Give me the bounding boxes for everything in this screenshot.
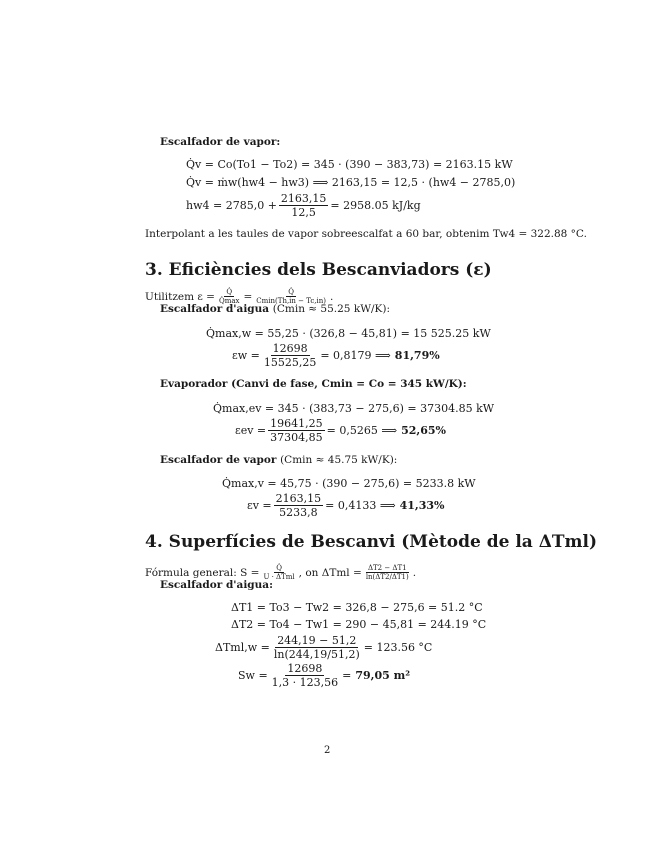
hw4-result: = 2958.05 kJ/kg (330, 199, 421, 212)
equation-middle: = 0,4133 ⟹ (325, 499, 396, 512)
fraction-denominator: Cmin(Th,in − Tc,in) (256, 297, 326, 305)
fraction-denominator: 1,3 · 123,56 (271, 676, 339, 689)
evap-effectiveness-equation (235, 417, 446, 444)
hw4-equation (186, 192, 421, 219)
equation-middle: = (342, 669, 352, 682)
surface-intro-mid: , on ΔTml = (298, 566, 362, 579)
page-number: 2 (324, 745, 331, 756)
vapor-heater-cmin-note: (Cmin ≈ 45.75 kW/K): (280, 454, 398, 466)
water-heater-heading (160, 303, 390, 315)
fraction-numerator: 12698 (272, 342, 308, 355)
section-4-title: 4. Superfícies de Bescanvi (Mètode de la ΔTml) (145, 532, 598, 552)
interpolation-text: Interpolant a les taules de vapor sobreescalfat a 60 bar, obtenim Tw4 = 322.88 °C. (145, 228, 587, 240)
equation-middle: = 0,8179 ⟹ (320, 349, 391, 362)
water-heater-heading-text: Escalfador d'aigua (160, 303, 270, 315)
fraction-denominator: Q̇max (218, 297, 240, 305)
fraction-denominator: ln(ΔT2/ΔT1) (365, 573, 409, 581)
fraction-numerator: 19641,25 (270, 417, 323, 430)
lmtd-value-fraction (272, 634, 362, 661)
vapor-enthalpy-equation: Q̇v = ṁw(hw4 − hw3) ⟹ 2163,15 = 12,5 · (hw4 − 2785,0) (186, 176, 516, 189)
fraction-denominator: ln(244,19/51,2) (273, 648, 360, 661)
equation-middle: = 0,5265 ⟹ (326, 424, 398, 437)
equation-lhs: εw = (232, 349, 260, 362)
evap-qmax-equation: Q̇max,ev = 345 · (383,73 − 275,6) = 37304.85 kW (213, 402, 495, 415)
hw4-denominator: 12,5 (291, 206, 316, 219)
vapor-heat-equation: Q̇v = Co(To1 − To2) = 345 · (390 − 383,73) = 2163.15 kW (186, 158, 513, 171)
section-3-title: 3. Eficiències dels Bescanviadors (ε) (145, 260, 492, 280)
hw4-fraction (279, 192, 329, 219)
surface-equation (238, 662, 410, 689)
fraction-denominator: 5233,8 (279, 506, 318, 519)
fraction-denominator: U · ΔTml (263, 573, 295, 581)
vapor-qmax-equation: Q̇max,v = 45,75 · (390 − 275,6) = 5233.8 kW (222, 477, 476, 490)
hw4-lhs: hw4 = 2785,0 + (186, 199, 277, 212)
fraction-denominator: 37304,85 (270, 431, 323, 444)
evap-effectiveness-result: 52,65% (401, 424, 447, 437)
fraction-numerator: ΔT2 − ΔT1 (367, 564, 407, 572)
water-heater-cmin-note: (Cmin ≈ 55.25 kW/K): (272, 303, 390, 315)
fraction-numerator: Q̇ (276, 564, 282, 572)
surface-value-fraction (270, 662, 340, 689)
water-effectiveness-result: 81,79% (394, 349, 440, 362)
surface-water-heading: Escalfador d'aigua: (160, 579, 273, 591)
water-effectiveness-equation (232, 342, 440, 369)
vapor-effectiveness-equation (247, 492, 445, 519)
equation-lhs: ΔTml,w = (215, 641, 270, 654)
vapor-effectiveness-result: 41,33% (399, 499, 445, 512)
delta-t1-equation: ΔT1 = To3 − Tw2 = 326,8 − 275,6 = 51.2 °C (231, 601, 483, 614)
lmtd-equation (215, 634, 432, 661)
fraction-numerator: Q̇ (226, 288, 233, 296)
water-effectiveness-fraction (262, 342, 319, 369)
fraction-denominator: 15525,25 (263, 356, 317, 369)
hw4-numerator: 2163,15 (280, 192, 327, 205)
equation-lhs: εv = (247, 499, 272, 512)
vapor-heater-eff-heading-text: Escalfador de vapor (160, 454, 277, 466)
vapor-effectiveness-fraction (274, 492, 324, 519)
period: . (412, 566, 417, 579)
effectiveness-intro: Utilitzem ε = (145, 290, 215, 303)
surface-intro: Fórmula general: S = (145, 566, 260, 579)
fraction-numerator: 12698 (287, 662, 323, 675)
surface-result: 79,05 m² (355, 669, 411, 682)
vapor-heater-heading: Escalfador de vapor: (160, 136, 281, 148)
equation-lhs: εev = (235, 424, 267, 437)
equals-sign: = (243, 290, 253, 303)
equation-lhs: Sw = (238, 669, 268, 682)
fraction-numerator: 2163,15 (275, 492, 322, 505)
vapor-heater-eff-heading (160, 454, 397, 466)
fraction-numerator: Q̇ (288, 288, 295, 296)
delta-t2-equation: ΔT2 = To4 − Tw1 = 290 − 45,81 = 244.19 °C (231, 618, 487, 631)
evaporator-heading: Evaporador (Canvi de fase, Cmin = Co = 345 kW/K): (160, 378, 467, 390)
water-qmax-equation: Q̇max,w = 55,25 · (326,8 − 45,81) = 15 525.25 kW (206, 327, 491, 340)
lmtd-result: = 123.56 °C (363, 641, 433, 654)
evap-effectiveness-fraction (268, 417, 325, 444)
period: . (329, 290, 334, 303)
lmtd-fraction (364, 564, 411, 581)
fraction-numerator: 244,19 − 51,2 (277, 634, 357, 647)
